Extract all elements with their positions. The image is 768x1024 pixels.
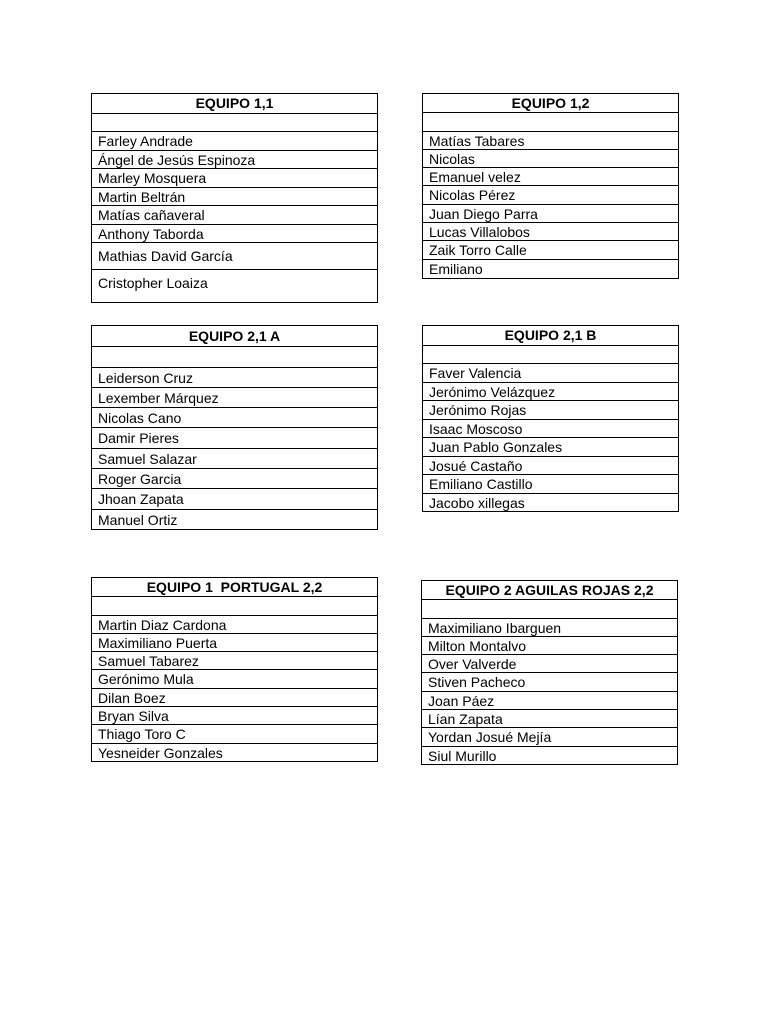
- player-row: Samuel Tabarez: [92, 651, 377, 669]
- player-row: Martin Beltrán: [92, 187, 377, 206]
- blank-row: [92, 596, 377, 614]
- player-row: Juan Diego Parra: [423, 204, 678, 222]
- player-row: Siul Murillo: [422, 746, 677, 764]
- player-row: Manuel Ortiz: [92, 509, 377, 529]
- player-row: Cristopher Loaiza: [92, 269, 377, 296]
- team-table-equipo-2-aguilas-rojas-2-2: [421, 580, 678, 765]
- player-row: Josué Castaño: [423, 456, 678, 475]
- player-row: Anthony Taborda: [92, 224, 377, 243]
- team-title: EQUIPO 1,1: [195, 95, 274, 111]
- player-row: Roger Garcia: [92, 468, 377, 488]
- player-row: Zaik Torro Calle: [423, 240, 678, 258]
- player-row: Lucas Villalobos: [423, 222, 678, 240]
- player-row: Martin Diaz Cardona: [92, 615, 377, 633]
- player-row: Farley Andrade: [92, 131, 377, 150]
- player-row: Jacobo xillegas: [423, 493, 678, 512]
- team-title: EQUIPO 2 AGUILAS ROJAS 2,2: [445, 582, 654, 598]
- team-title: EQUIPO 2,1 A: [188, 328, 281, 344]
- team-title: EQUIPO 1,2: [511, 95, 590, 111]
- blank-row: [422, 599, 677, 617]
- player-row: Jhoan Zapata: [92, 488, 377, 508]
- player-row: Faver Valencia: [423, 363, 678, 382]
- player-row: Nicolas Cano: [92, 407, 377, 427]
- player-row: Bryan Silva: [92, 706, 377, 724]
- player-row: Matías Tabares: [423, 131, 678, 149]
- player-row: Emanuel velez: [423, 167, 678, 185]
- player-row: Mathias David García: [92, 242, 377, 269]
- player-row: Yesneider Gonzales: [92, 743, 377, 761]
- player-row: Lían Zapata: [422, 709, 677, 727]
- player-row: Jerónimo Velázquez: [423, 382, 678, 401]
- player-row: Juan Pablo Gonzales: [423, 437, 678, 456]
- team-table-equipo-2-1-b: [422, 325, 679, 512]
- team-title: EQUIPO 2,1 B: [504, 327, 597, 343]
- team-table-equipo-1-portugal-2-2: [91, 577, 378, 762]
- player-row: Marley Mosquera: [92, 168, 377, 187]
- player-row: Gerónimo Mula: [92, 669, 377, 687]
- player-row: Samuel Salazar: [92, 448, 377, 468]
- blank-row: [423, 112, 678, 130]
- player-row: Over Valverde: [422, 654, 677, 672]
- team-title: EQUIPO 1 PORTUGAL 2,2: [146, 579, 323, 595]
- player-row: Maximiliano Puerta: [92, 633, 377, 651]
- player-row: Nicolas: [423, 149, 678, 167]
- team-table-equipo-1-1: [91, 93, 378, 303]
- blank-row: [423, 345, 678, 364]
- player-row: Leiderson Cruz: [92, 367, 377, 387]
- player-row: Maximiliano Ibarguen: [422, 618, 677, 636]
- player-row: Joan Páez: [422, 691, 677, 709]
- team-table-equipo-1-2: [422, 93, 679, 279]
- player-row: Yordan Josué Mejía: [422, 727, 677, 745]
- team-table-equipo-2-1-a: [91, 325, 378, 530]
- player-row: Damir Pieres: [92, 427, 377, 447]
- player-row: Stiven Pacheco: [422, 672, 677, 690]
- player-row: Nicolas Pérez: [423, 185, 678, 203]
- player-row: Milton Montalvo: [422, 636, 677, 654]
- player-row: Jerónimo Rojas: [423, 400, 678, 419]
- blank-row: [92, 346, 377, 366]
- player-row: Ángel de Jesús Espinoza: [92, 150, 377, 169]
- player-row: Matías cañaveral: [92, 205, 377, 224]
- player-row: Dilan Boez: [92, 688, 377, 706]
- player-row: Lexember Márquez: [92, 387, 377, 407]
- player-row: Emiliano: [423, 259, 678, 277]
- player-row: Emiliano Castillo: [423, 474, 678, 493]
- player-row: Thiago Toro C: [92, 724, 377, 742]
- blank-row: [92, 113, 377, 132]
- player-row: Isaac Moscoso: [423, 419, 678, 438]
